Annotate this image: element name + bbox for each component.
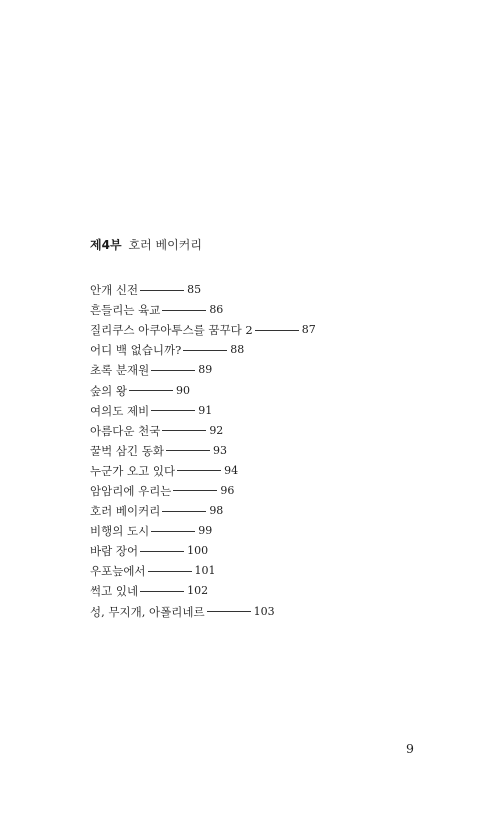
- toc-entry-title: 호러 베이커리: [90, 504, 161, 519]
- toc-entry-page: 99: [198, 524, 213, 538]
- toc-entry-page: 90: [175, 383, 190, 397]
- toc-entry-title: 우포늪에서: [90, 564, 146, 579]
- toc-entry-page: 100: [187, 544, 209, 558]
- toc-leader-line: [162, 430, 206, 431]
- toc-entry-page: 92: [209, 423, 224, 437]
- toc-entry-page: 102: [187, 584, 209, 598]
- toc-entry-title: 안개 신전: [90, 283, 139, 298]
- toc-entry: [90, 340, 316, 360]
- toc-entry: [90, 521, 316, 541]
- toc-entry-title: 여의도 제비: [90, 403, 150, 418]
- toc-entry-page: 101: [194, 564, 216, 578]
- toc-entry-title: 성, 무지개, 아폴리네르: [90, 604, 205, 619]
- toc-entry-page: 98: [209, 504, 224, 518]
- toc-entry-page: 85: [187, 283, 202, 297]
- toc-leader-line: [140, 591, 184, 592]
- toc-entry-title: 질리쿠스 아쿠아투스를 꿈꾸다 2: [90, 323, 253, 338]
- toc-entry-title: 비행의 도시: [90, 524, 150, 539]
- toc-entry-title: 초록 분재원: [90, 363, 150, 378]
- toc-leader-line: [151, 531, 195, 532]
- toc-entry: [90, 441, 316, 461]
- toc-leader-line: [255, 330, 299, 331]
- toc-entry: [90, 320, 316, 340]
- toc-leader-line: [207, 611, 251, 612]
- toc-entry-page: 89: [198, 363, 213, 377]
- toc-leader-line: [173, 490, 217, 491]
- toc-entry-page: 91: [198, 403, 213, 417]
- toc-entry: [90, 421, 316, 441]
- toc-entry: [90, 581, 316, 601]
- toc-entry-page: 103: [253, 604, 275, 618]
- toc-entry-page: 86: [209, 303, 224, 317]
- toc-entry-title: 아름다운 천국: [90, 423, 161, 438]
- toc-entry: [90, 461, 316, 481]
- toc-leader-line: [177, 470, 221, 471]
- part-title: 호러 베이커리: [128, 238, 202, 252]
- toc-entry: [90, 561, 316, 581]
- toc-entry-page: 87: [301, 323, 316, 337]
- toc-entry: [90, 501, 316, 521]
- toc-entry-page: 96: [220, 483, 235, 497]
- table-of-contents: [90, 280, 316, 622]
- toc-entry-page: 94: [224, 463, 239, 477]
- toc-entry: [90, 300, 316, 320]
- toc-entry-page: 93: [212, 443, 227, 457]
- toc-entry: [90, 401, 316, 421]
- toc-entry: [90, 541, 316, 561]
- toc-entry-title: 누군가 오고 있다: [90, 463, 176, 478]
- toc-leader-line: [151, 370, 195, 371]
- toc-entry: [90, 380, 316, 400]
- toc-entry-title: 어디 백 없습니까?: [90, 343, 182, 358]
- toc-entry-title: 바람 장어: [90, 544, 139, 559]
- toc-leader-line: [166, 450, 210, 451]
- toc-leader-line: [151, 410, 195, 411]
- toc-leader-line: [129, 390, 173, 391]
- toc-entry-title: 숲의 왕: [90, 383, 127, 398]
- toc-leader-line: [162, 511, 206, 512]
- part-heading: [90, 236, 202, 254]
- part-label: 제4부: [90, 238, 122, 252]
- toc-entry-title: 꿀벅 삼긴 동화: [90, 443, 164, 458]
- toc-entry-title: 암암리에 우리는: [90, 483, 172, 498]
- toc-entry: [90, 481, 316, 501]
- toc-leader-line: [162, 310, 206, 311]
- toc-entry: [90, 360, 316, 380]
- page-number: 9: [406, 741, 414, 756]
- toc-entry-title: 흔들리는 육교: [90, 303, 161, 318]
- toc-entry-title: 썩고 있네: [90, 584, 139, 599]
- toc-leader-line: [148, 571, 192, 572]
- toc-leader-line: [183, 350, 227, 351]
- toc-entry: [90, 602, 316, 622]
- toc-entry-page: 88: [230, 343, 245, 357]
- toc-entry: [90, 280, 316, 300]
- toc-leader-line: [140, 551, 184, 552]
- toc-leader-line: [140, 290, 184, 291]
